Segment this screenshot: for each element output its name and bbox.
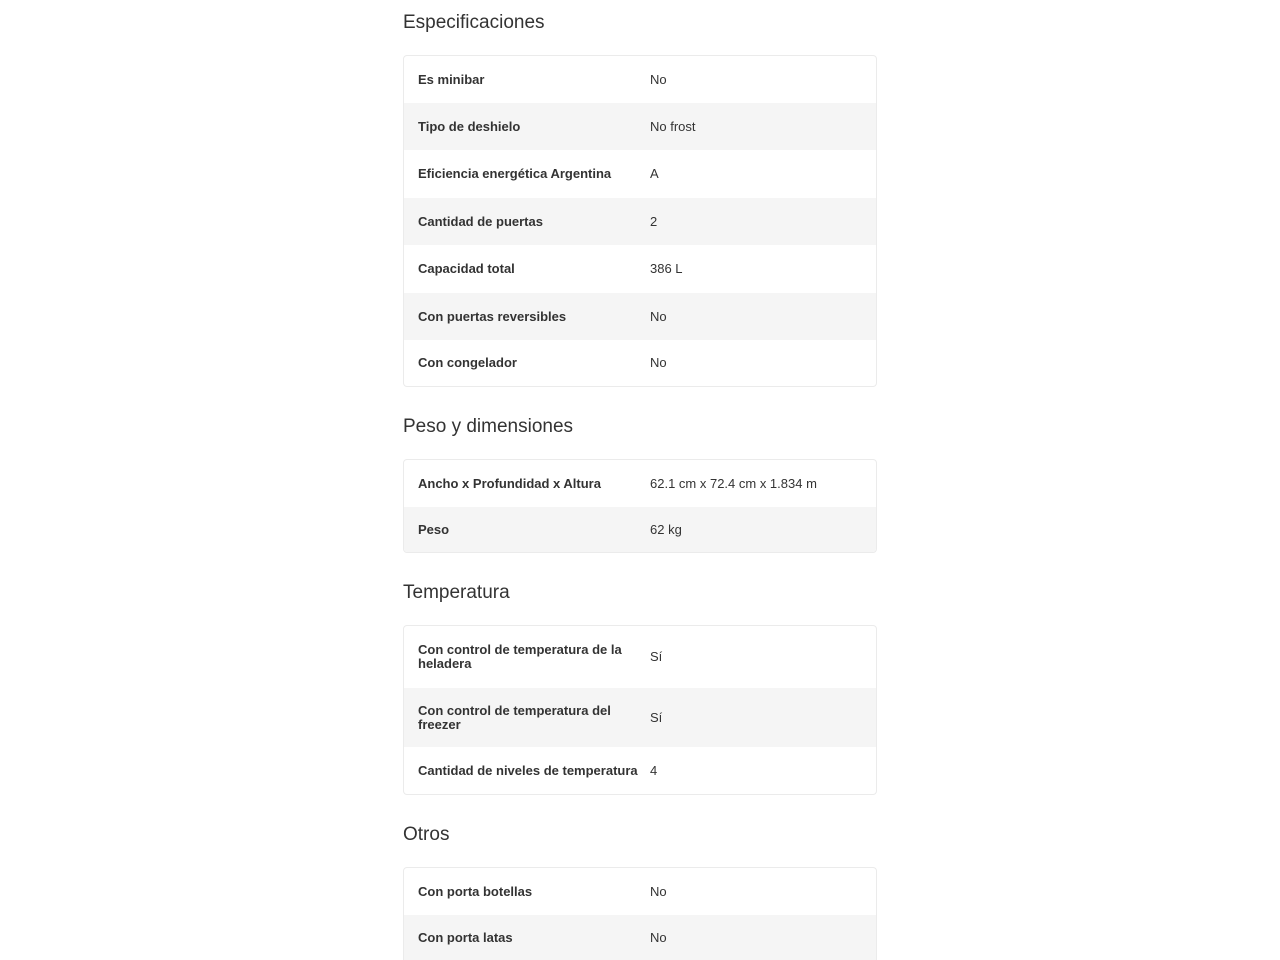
spec-value: 62 kg [650,521,682,537]
section-peso-dimensiones [403,415,877,537]
spec-value: 62.1 cm x 72.4 cm x 1.834 m [650,475,817,491]
table-row [404,460,876,507]
spec-value: No frost [650,118,696,134]
spec-value: 2 [650,213,658,229]
spec-label: Tipo de deshielo [418,118,521,134]
table-row [404,626,876,688]
spec-label: Con porta botellas [418,883,533,899]
spec-value: No [650,883,667,899]
spec-label: Con control de temperatura de la heladera [418,642,622,671]
spec-table [403,625,877,795]
spec-label: Con congelador [418,355,517,370]
spec-label: Peso [418,521,450,537]
section-title: Peso y dimensiones [403,416,574,437]
section-title: Temperatura [403,582,510,603]
spec-table [403,459,877,553]
spec-label: Con control de temperatura del freezer [418,702,611,732]
spec-label: Cantidad de niveles de temperatura [418,762,638,778]
table-row [404,507,876,552]
spec-label: Con porta latas [418,929,513,945]
spec-value: A [650,166,659,181]
table-row [404,868,876,915]
spec-value: Sí [650,649,663,664]
spec-value: No [650,355,667,370]
spec-label: Con puertas reversibles [418,308,567,324]
spec-table [403,867,877,960]
spec-value: No [650,929,667,945]
table-row [404,103,876,150]
table-row [404,747,876,794]
section-title: Especificaciones [403,12,545,33]
table-row [404,198,876,245]
spec-value: No [650,71,667,87]
spec-value: No [650,308,667,324]
spec-label: Cantidad de puertas [418,213,543,229]
table-row [404,688,876,747]
spec-value: 4 [650,762,658,778]
spec-label: Capacidad total [418,261,515,276]
section-especificaciones [403,11,877,370]
section-title: Otros [403,824,450,845]
table-row [404,245,876,293]
section-temperatura [403,581,877,778]
table-row [404,293,876,340]
spec-value: Sí [650,709,663,725]
table-row [404,150,876,198]
table-row [404,915,876,960]
spec-label: Es minibar [418,71,485,87]
spec-value: 386 L [650,261,683,276]
spec-table [403,55,877,387]
spec-label: Ancho x Profundidad x Altura [418,475,601,491]
table-row [404,340,876,386]
spec-label: Eficiencia energética Argentina [418,166,612,181]
table-row [404,56,876,103]
section-otros [403,823,877,945]
